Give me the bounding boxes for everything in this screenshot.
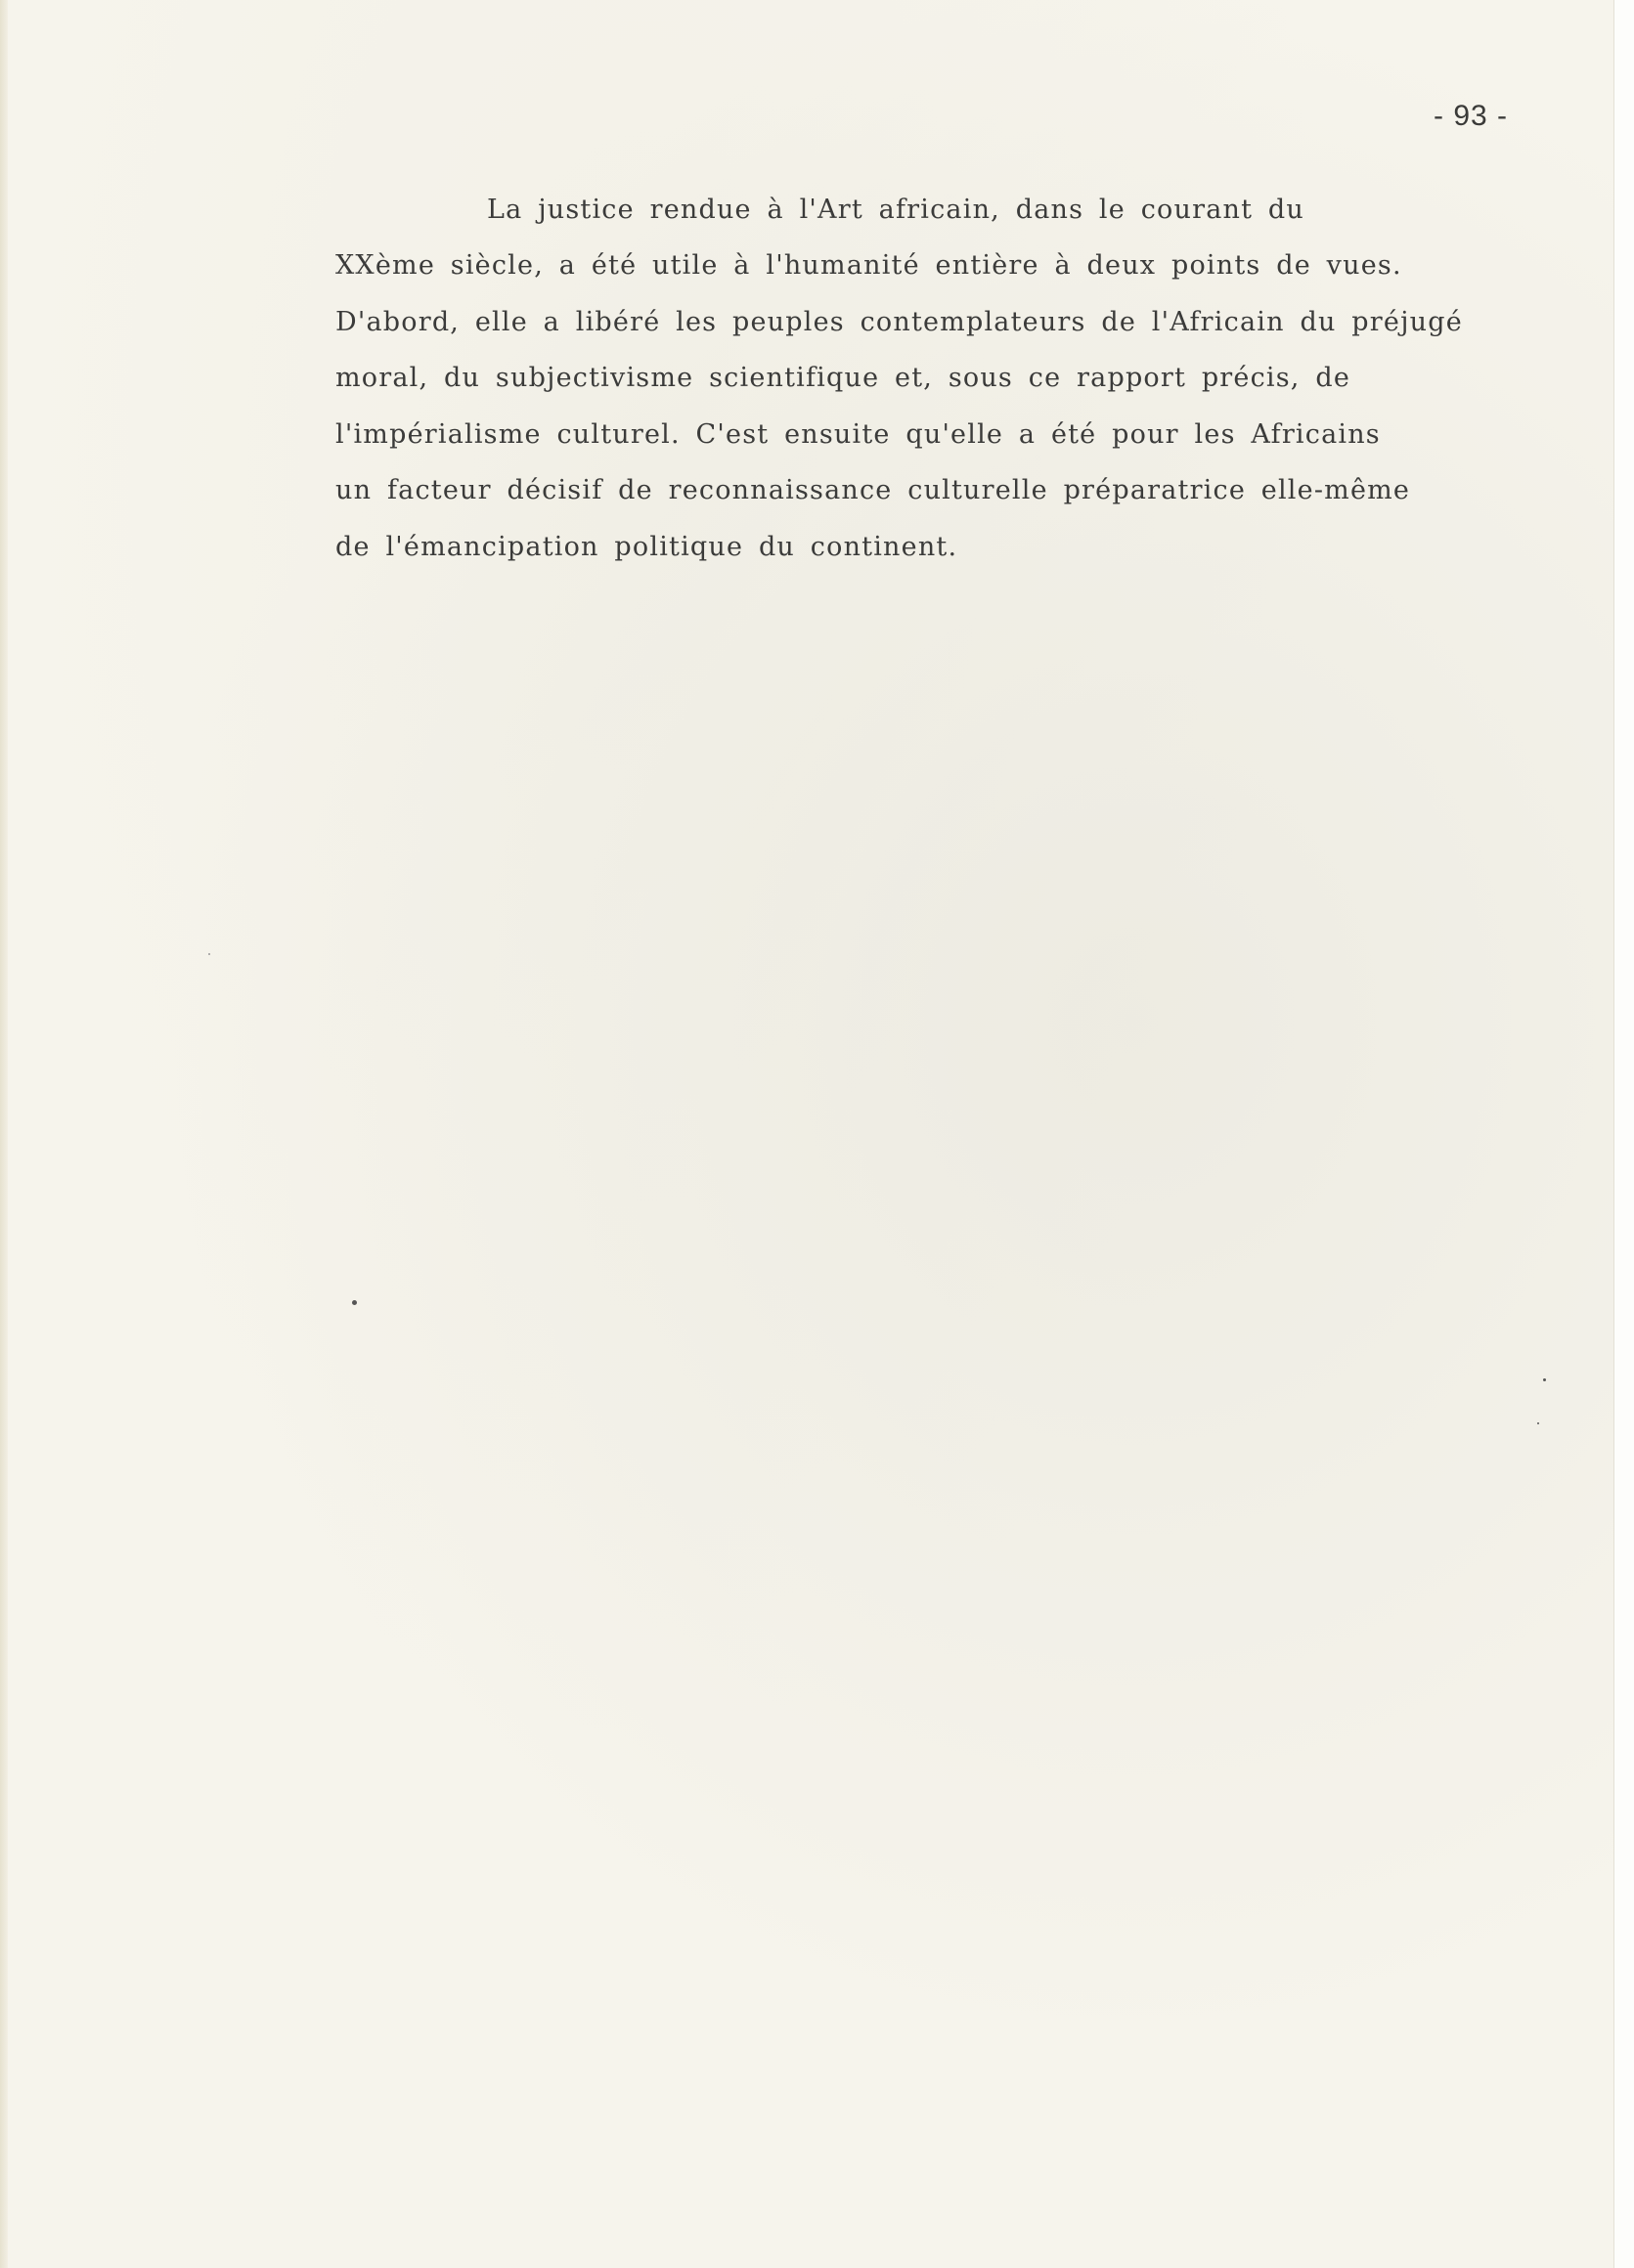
paper-speck [1537, 1422, 1539, 1424]
paragraph-line: La justice rendue à l'Art africain, dans le courant du [487, 195, 1304, 225]
paragraph-line: l'impérialisme culturel. C'est ensuite qu'elle a été pour les Africains [335, 419, 1381, 450]
paragraph-line: moral, du subjectivisme scientifique et, sous ce rapport précis, de [335, 363, 1351, 393]
scan-margin [1613, 0, 1634, 2268]
page-number: - 93 - [1434, 100, 1509, 132]
paper-speck [352, 1300, 357, 1305]
paper-speck [208, 953, 210, 955]
paragraph-line: un facteur décisif de reconnaissance culturelle préparatrice elle-même [335, 475, 1411, 505]
paragraph-line: de l'émancipation politique du continent. [335, 532, 958, 562]
paragraph-line: D'abord, elle a libéré les peuples contemplateurs de l'Africain du préjugé [335, 307, 1463, 337]
paragraph-line: XXème siècle, a été utile à l'humanité entière à deux points de vues. [335, 250, 1402, 281]
page-edge [0, 0, 8, 2268]
paper-speck [1543, 1378, 1546, 1381]
